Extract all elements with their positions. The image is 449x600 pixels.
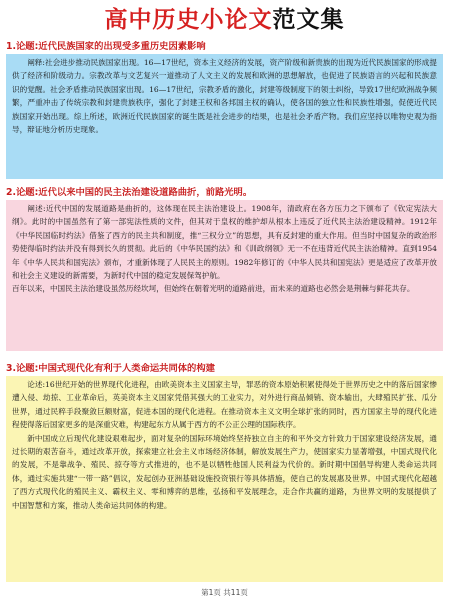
page-title [0, 0, 449, 40]
section-heading: 3.论题:中国式现代化有利于人类命运共同体的构建 [6, 363, 215, 374]
essay-body [6, 54, 443, 179]
section-heading: 2.论题:近代以来中国的民主法治建设道路曲折，前路光明。 [6, 187, 253, 198]
title-part-2: 历史小论文 [152, 7, 273, 33]
page-number: 第1页 共11页 [201, 588, 248, 597]
essay-section-3 [0, 362, 449, 582]
essay-paragraph: 阐述:近代中国的发展道路是曲折的，这体现在民主法治建设上。1908年，清政府在各方压力之下颁布了《钦定宪法大纲》。此时的中国虽然有了第一部宪法性质的文件，但其对于皇权的维护却从根本上违反了近代民主法治建设精神。1912年《中华民国临时约法》借鉴了西方的民主共和制度，推“三权分立”的思想，具有反封建的重大作用。但当时中国复杂的政治形势使得临时约法并没有得到长久的贯彻。此后的《中华民国约法》和《训政纲领》无一不在违背近代民主法治精神。直到1954年《中华人民共和国宪法》颁布，才重新体现了人民民主的原则。1982年修订的《中华人民共和国宪法》更是适应了改革开放和社会主义建设的新需要，为新时代中国的稳定发展保驾护航。 [12, 204, 437, 281]
essay-section-1 [0, 40, 449, 179]
essay-section-2 [0, 186, 449, 351]
section-heading: 1.论题:近代民族国家的出现受多重历史因素影响 [6, 41, 206, 52]
essay-paragraph: 百年以来，中国民主法治建设虽然历经坎坷，但始终在朝着光明的道路前进，而未来的道路也必然会是荆棘与鲜花共存。 [12, 284, 415, 294]
essay-paragraph: 新中国成立后现代化建设艰难起步，面对复杂的国际环境始终坚持独立自主的和平外交方针致力于国家建设经济发展，通过长期的艰苦奋斗，通过改革开放，探索建立社会主义市场经济体制，解放发展生产力，使国家实力显著增强，中国式现代化的发展，不是靠战争、殖民、掠夺等方式推进的，也不是以牺牲他国人民利益为代价的。新时期中国倡导构建人类命运共同体，通过实施共建“一带一路”倡议，发起创办亚洲基础设施投资银行等具体措施，使自己的发展惠及世界。中国式现代化超越了西方式现代化的殖民主义、霸权主义、零和博弈的思维，弘扬和平发展理念，走合作共赢的道路，为世界文明的发展提供了中国智慧和方案，推动人类命运共同体的构建。 [12, 433, 437, 510]
essay-paragraph: 阐释:社会进步推动民族国家出现。16—17世纪，资本主义经济的发展，资产阶级和新贵族的出现为近代民族国家的形成提供了经济和阶级动力。宗教改革与文艺复兴一道推动了人文主义的发展和欧洲的思想解放，也促进了民族语言的兴起和民族意识的觉醒。社会矛盾推动民族国家出现。16—17世纪，宗教矛盾的激化，封建等级制度下的领士纠纷，导致17世纪欧洲战争频繁，严重冲击了传统宗教和封建贵族秩序，强化了封建王权和各邦国主权的确认，使各国的独立性和民族性增强，促使近代民族国家开始出现。综上所述，欧洲近代民族国家的诞生既是社会进步的结果，也是社会矛盾产物。我们应坚持以唯物史观为指导，辩证地分析历史现象。 [12, 58, 437, 135]
essay-body [6, 376, 443, 582]
essay-body [6, 200, 443, 351]
title-part-1: 高中 [104, 7, 153, 33]
essay-paragraph: 论述:16世纪开始的世界现代化进程，由欧美资本主义国家主导，罪恶的资本原始积累使得处于世界历史之中的落后国家惨遭入侵、劫掠、工业革命后，英美资本主义国家凭借其强大的工业实力，对外进行商品倾销、资本输出，大肆殖民扩张、瓜分世界，通过民粹手段聚敛巨额财富，促进本国的现代化进程。在推动资本主义文明全球扩张的同时，西方国家主导的现代化进程使得落后国家更多的是深重灾难，构建起东方从属于西方的不公正公理的国际秩序。 [12, 380, 437, 430]
title-part-3: 范文集 [272, 7, 345, 33]
